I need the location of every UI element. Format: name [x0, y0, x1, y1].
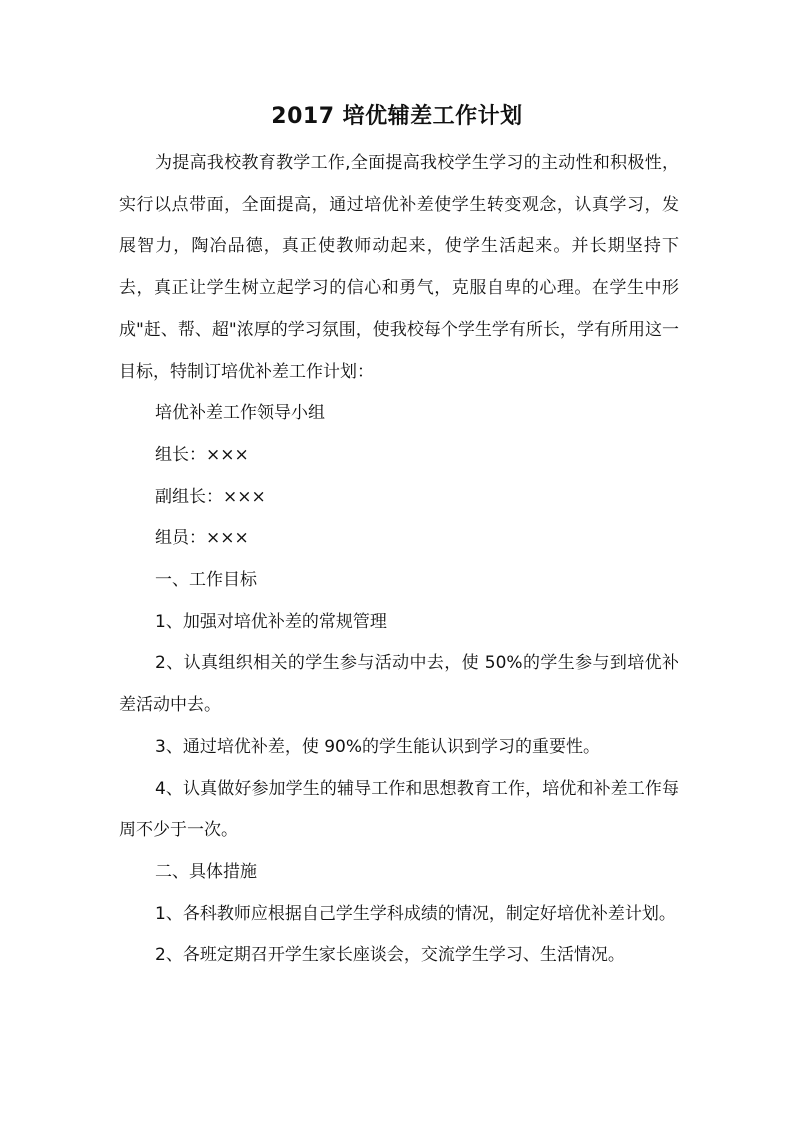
document-title: 2017 培优辅差工作计划: [271, 104, 523, 129]
goal-item-1: 1、加强对培优补差的常规管理: [155, 611, 387, 632]
deputy-leader-line: 副组长：×××: [155, 486, 266, 507]
group-members-line: 组员：×××: [155, 528, 249, 549]
intro-paragraph: 为提高我校教育教学工作,全面提高我校学生学习的主动性和积极性，实行以点带面，全面提高，通过培优补差使学生转变观念，认真学习，发展智力，陶冶品德，真正使教师动起来，使学生活起来。并长期坚持下去，真正让学生树立起学习的信心和勇气，克服自卑的心理。在学生中形成"赶、帮、超"浓厚的学习氛围，使我校每个学生学有所长，学有所用这一目标，特制订培优补差工作计划：: [119, 153, 679, 382]
measure-item-2: 2、各班定期召开学生家长座谈会，交流学生学习、生活情况。: [155, 945, 625, 966]
section-heading-measures: 二、具体措施: [155, 861, 257, 882]
group-leader-line: 组长：×××: [155, 444, 249, 465]
goal-item-2: 2、认真组织相关的学生参与活动中去，使 50%的学生参与到培优补差活动中去。: [119, 653, 679, 716]
measure-item-1: 1、各科教师应根据自己学生学科成绩的情况，制定好培优补差计划。: [155, 903, 676, 924]
goal-item-3: 3、通过培优补差，使 90%的学生能认识到学习的重要性。: [155, 736, 601, 757]
document-body: [119, 143, 679, 977]
leadership-group-heading: 培优补差工作领导小组: [155, 403, 325, 424]
goal-item-4: 4、认真做好参加学生的辅导工作和思想教育工作，培优和补差工作每周不少于一次。: [119, 778, 679, 841]
section-heading-goals: 一、工作目标: [155, 570, 257, 591]
